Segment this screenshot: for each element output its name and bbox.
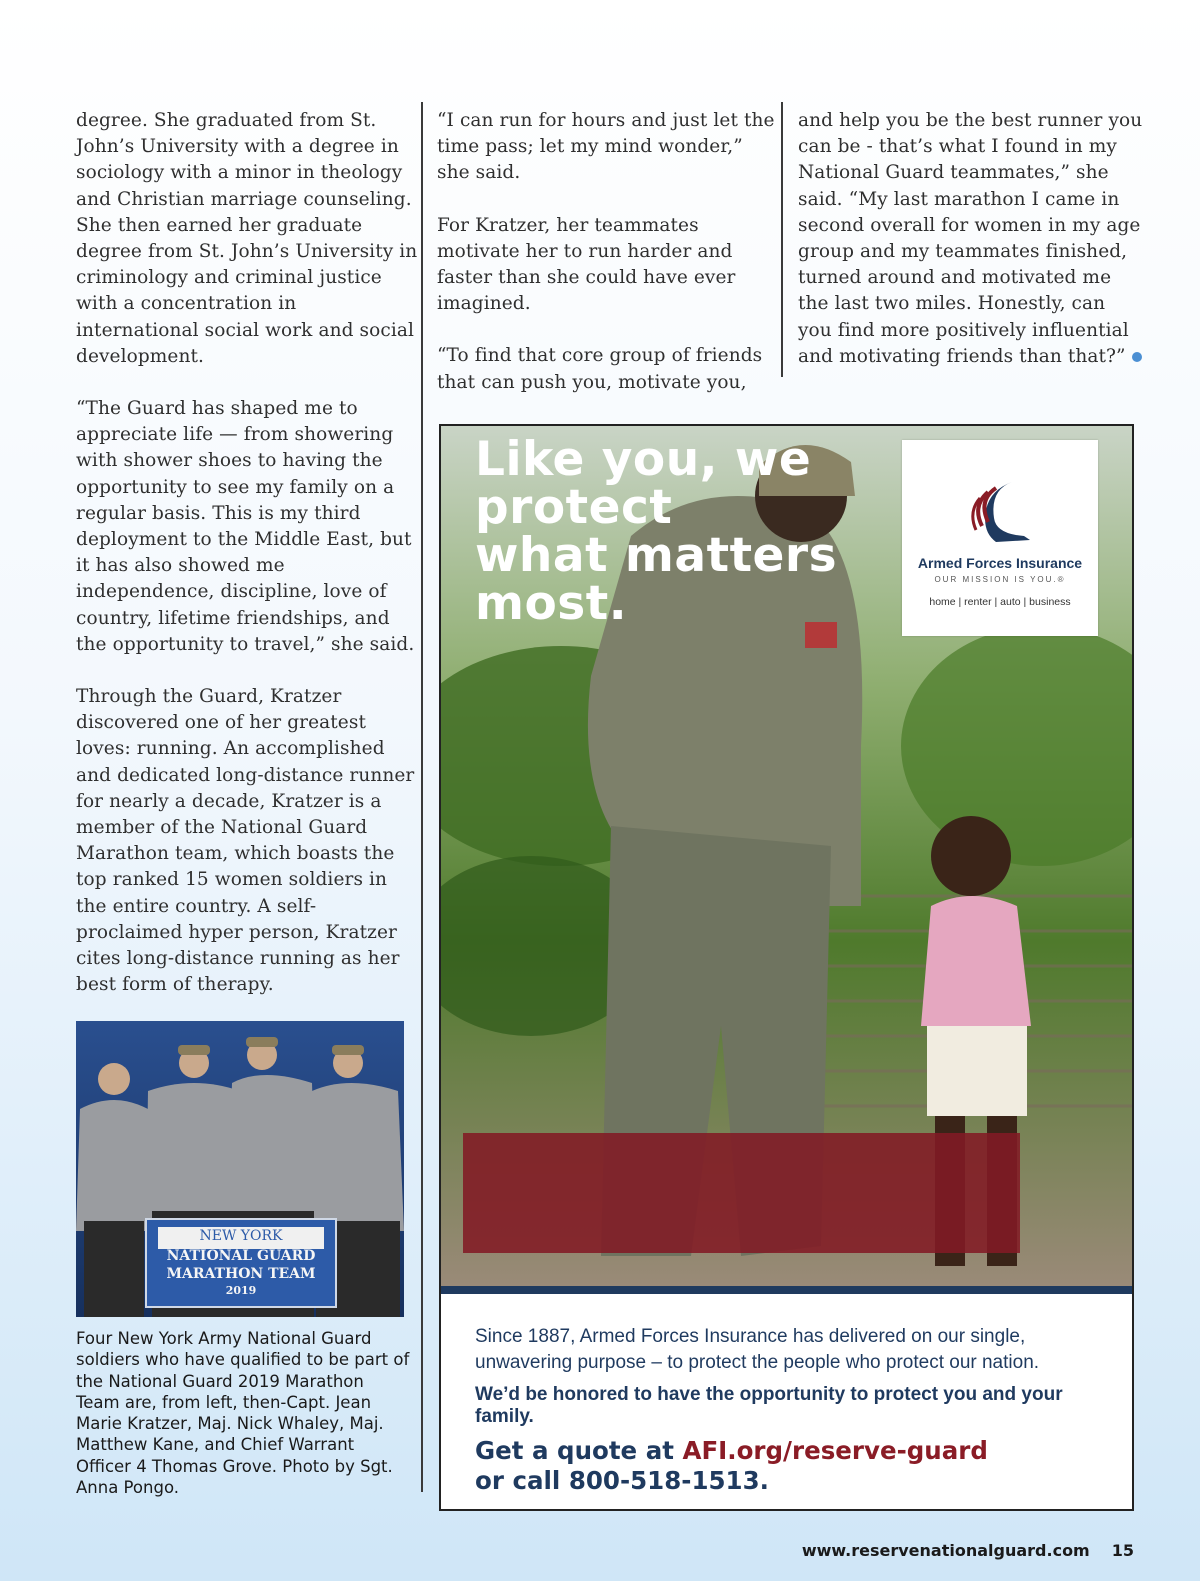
- article-column-1: [76, 108, 421, 999]
- article-paragraph: “The Guard has shaped me to appreciate life — from showering with shower shoes to having the opportunity to see my family on a regular basis. This is my third deployment to the Middle East, but it has also showed me independence, discipline, love of country, lifetime friendships, and the opportunity to travel,” she said.: [76, 398, 415, 655]
- column-divider: [421, 102, 423, 1492]
- article-paragraph: Through the Guard, Kratzer discovered one of her greatest loves: running. An accomplished and dedicated long-distance runner for nearly a decade, Kratzer is a member of the National Guard Marathon team, which boasts the top ranked 15 women soldiers in the entire country. A self-proclaimed hyper person, Kratzer cites long-distance running as her best form of therapy.: [76, 686, 415, 996]
- ad-headline-line: Like you, we protect: [475, 432, 812, 535]
- sign-line: NEW YORK: [199, 1228, 283, 1244]
- end-of-article-dot: [1132, 352, 1142, 362]
- ad-body-bold-text: We’d be honored to have the opportunity to protect you and your family.: [475, 1384, 1063, 1427]
- ad-cta-prefix: Get a quote at: [475, 1436, 683, 1465]
- photo-caption: Four New York Army National Guard soldiers who have qualified to be part of the National Guard 2019 Marathon Team are, from left, then-Capt. Jean Marie Kratzer, Maj. Nick Whaley, Maj. Matthew Kane, and Chief Warrant Officer 4 Thomas Grove. Photo by Sgt. Anna Pongo.: [76, 1329, 410, 1498]
- afi-product-list: home | renter | auto | business: [929, 596, 1071, 608]
- ad-photo: [441, 426, 1132, 1286]
- afi-advertisement: [439, 424, 1134, 1511]
- afi-brand-name: Armed Forces Insurance: [917, 555, 1083, 571]
- column-divider: [781, 102, 783, 377]
- ad-call-to-action: [475, 1436, 1115, 1496]
- article-paragraph: “I can run for hours and just let the time pass; let my mind wonder,” she said.: [437, 110, 775, 184]
- page-footer: [802, 1541, 1134, 1560]
- ad-headline: [475, 432, 1005, 631]
- marathon-team-sign: [146, 1225, 336, 1299]
- ad-divider-bar: [441, 1286, 1132, 1294]
- article-column-3: [798, 108, 1143, 370]
- footer-website: www.reservenationalguard.com: [801, 1541, 1090, 1560]
- sign-line: 2019: [225, 1284, 257, 1297]
- ad-cta-link[interactable]: AFI.org/reserve-guard: [682, 1436, 988, 1465]
- article-paragraph: degree. She graduated from St. John’s University with a degree in sociology with a minor in theology and Christian marriage counseling. She then earned her graduate degree from St. John’s University in criminology and criminal justice with a concentration in international social work and social development.: [76, 110, 418, 367]
- sign-line: MARATHON TEAM: [166, 1266, 316, 1282]
- article-paragraph: and help you be the best runner you can be - that’s what I found in my National Guard teammates,” she said. “My last marathon I came in second overall for women in my age group and my teammates finished, turned around and motivated me the last two miles. Honestly, can you find more positively influential and motivating friends than that?”: [798, 110, 1143, 367]
- article-column-2: [437, 108, 777, 396]
- article-paragraph: “To find that core group of friends that can push you, motivate you,: [437, 345, 763, 393]
- ad-cta-phone: or call 800-518-1513.: [475, 1466, 769, 1495]
- article-paragraph: For Kratzer, her teammates motivate her to run harder and faster than she could have ever imagined.: [437, 214, 736, 315]
- ad-headline-line: what matters most.: [475, 528, 838, 631]
- afi-tagline: OUR MISSION IS YOU.®: [934, 575, 1066, 584]
- sign-line: NATIONAL GUARD: [166, 1248, 316, 1264]
- team-photo: [76, 1021, 404, 1317]
- page-number: 15: [1111, 1541, 1134, 1560]
- ad-body-text: Since 1887, Armed Forces Insurance has delivered on our single, unwavering purpose – to protect the people who protect our nation.: [475, 1326, 1040, 1373]
- ad-headline-box: [463, 1133, 1020, 1253]
